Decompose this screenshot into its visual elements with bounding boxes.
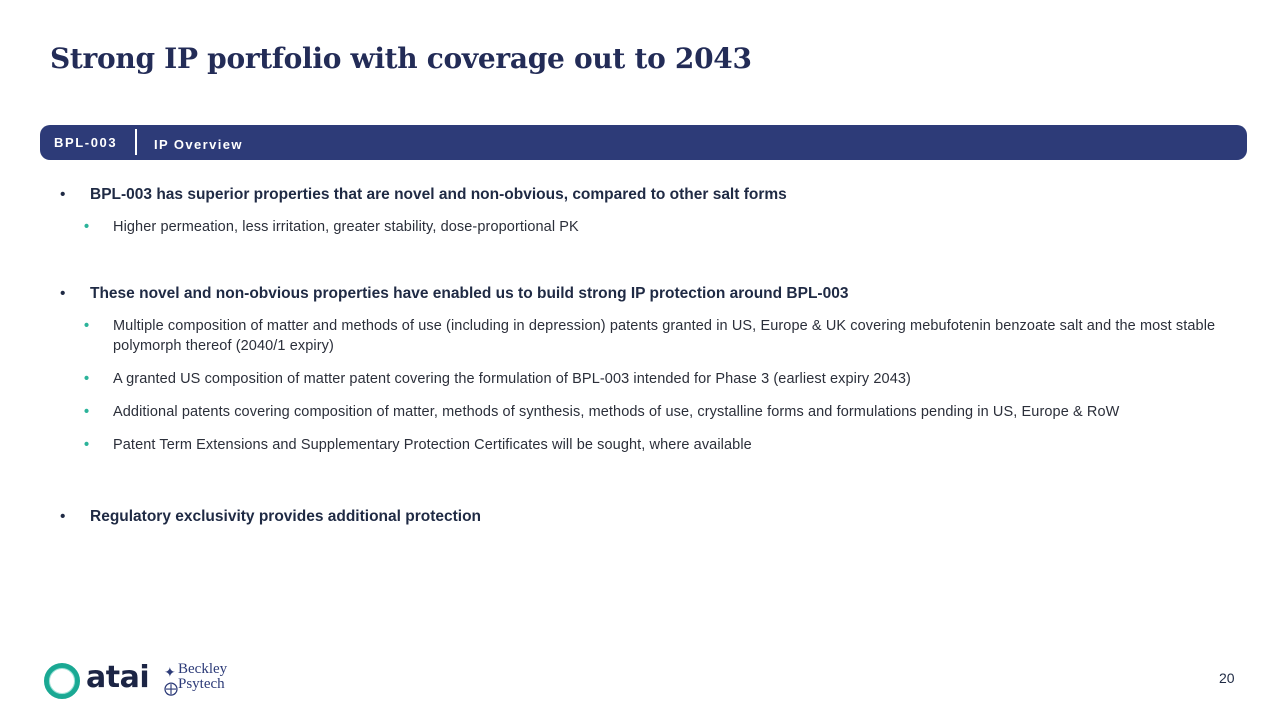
bullet-2-sublist [58,316,1218,455]
psytech-cross-icon: ⨁ [164,680,178,696]
sub-bullet [58,435,1218,455]
bullet-3-text: Regulatory exclusivity provides additional protection [90,508,482,525]
banner-divider [135,129,137,155]
section-banner [40,125,1247,160]
atai-logo-icon [44,663,80,699]
beckley-bee-icon: ✦ [164,664,176,680]
sub-bullet-dot: • [84,437,90,453]
sub-bullet-text: A granted US composition of matter patent covering the formulation of BPL-003 intended for Phase 3 (earliest expiry 2043) [113,371,911,387]
bullet-content [58,184,1218,528]
bullet-2-text: These novel and non-obvious properties have enabled us to build strong IP protection around BPL-003 [90,285,849,302]
beckley-psytech-logo-text [178,662,227,692]
sub-bullet-text: Higher permeation, less irritation, greater stability, dose-proportional PK [113,219,579,235]
bullet-1-sublist [58,217,1218,237]
sub-bullet-dot: • [84,318,90,334]
sub-bullet [58,217,1218,237]
bullet-dot: • [60,186,66,203]
bullet-dot: • [60,285,66,302]
sub-bullet [58,369,1218,389]
sub-bullet-dot: • [84,371,90,387]
sub-bullet-text: Patent Term Extensions and Supplementary Protection Certificates will be sought, where available [113,437,752,453]
beckley-logo-line1: Beckley [178,661,228,677]
bullet-2 [58,283,1218,305]
beckley-logo-line2: Psytech [178,676,225,692]
atai-logo-text: atai [86,660,150,695]
sub-bullet [58,402,1218,422]
sub-bullet-text: Multiple composition of matter and methods of use (including in depression) patents granted in US, Europe & UK covering mebufotenin benzoate salt and the most stable polymorph thereof (2040/1 expiry) [113,318,1216,354]
sub-bullet-dot: • [84,404,90,420]
slide-title: Strong IP portfolio with coverage out to 2043 [50,42,752,75]
page-number: 20 [1219,670,1235,686]
banner-section-label: IP Overview [154,137,243,152]
bullet-1 [58,184,1218,206]
bullet-dot: • [60,508,66,525]
bullet-1-text: BPL-003 has superior properties that are novel and non-obvious, compared to other salt forms [90,186,787,203]
sub-bullet-dot: • [84,219,90,235]
sub-bullet [58,316,1218,356]
banner-product-label: BPL-003 [54,135,118,150]
sub-bullet-text: Additional patents covering composition of matter, methods of synthesis, methods of use, crystalline forms and formulations pending in US, Europe & RoW [113,404,1120,420]
bullet-3 [58,506,1218,528]
